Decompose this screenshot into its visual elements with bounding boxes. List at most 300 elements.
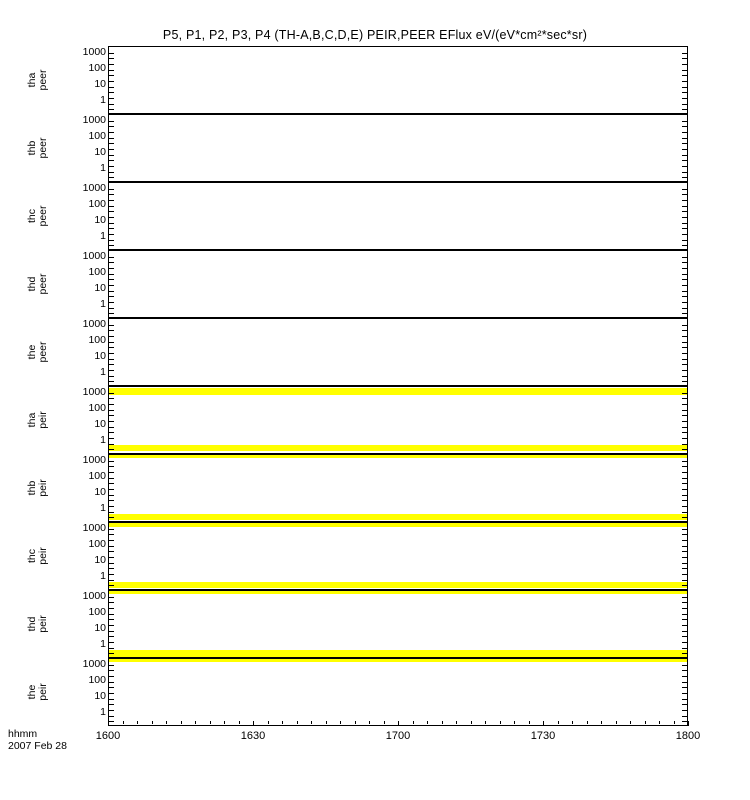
y-tick-mark: [109, 64, 114, 65]
y-tick-mark: [109, 330, 114, 331]
panel-y-label-line1: tha: [26, 412, 38, 428]
y-tick-mark: [682, 70, 687, 71]
y-tick-label: 100: [88, 537, 106, 550]
y-tick-mark: [682, 132, 687, 133]
x-tick-mark: [384, 721, 385, 724]
y-tick-mark: [682, 143, 687, 144]
x-tick-mark: [311, 721, 312, 724]
y-tick-mark: [682, 563, 687, 564]
y-tick-mark: [109, 291, 114, 292]
data-band: [109, 582, 687, 588]
y-tick-mark: [682, 308, 687, 309]
x-tick-mark: [572, 721, 573, 724]
y-tick-mark: [109, 211, 114, 212]
y-tick-mark: [109, 670, 114, 671]
y-tick-mark: [682, 512, 687, 513]
x-tick-mark: [398, 721, 399, 726]
y-tick-mark: [682, 495, 687, 496]
x-tick-mark: [688, 721, 689, 726]
y-tick-mark: [682, 636, 687, 637]
y-tick-mark: [109, 398, 114, 399]
y-tick-mark: [682, 614, 687, 615]
panel-y-label-line1: thb: [26, 480, 38, 496]
y-tick-mark: [109, 149, 114, 150]
y-tick-mark: [109, 438, 114, 439]
y-tick-mark: [109, 546, 114, 547]
y-tick-mark: [682, 682, 687, 683]
x-tick-mark: [282, 721, 283, 724]
y-tick-mark: [109, 347, 114, 348]
y-tick-mark: [682, 534, 687, 535]
panel-y-label-line1: the: [26, 684, 38, 700]
y-tick-mark: [109, 625, 114, 626]
plot-panel: [108, 658, 688, 726]
x-tick-label: 1800: [675, 730, 701, 742]
y-tick-label: 10: [94, 213, 106, 226]
y-tick-mark: [682, 257, 687, 258]
y-tick-mark: [109, 597, 114, 598]
y-tick-mark: [109, 308, 114, 309]
x-tick-mark: [326, 721, 327, 724]
x-tick-mark: [210, 721, 211, 724]
y-tick-mark: [682, 228, 687, 229]
y-tick-mark: [109, 461, 114, 462]
y-tick-label: 1000: [82, 385, 106, 398]
y-tick-mark: [109, 682, 114, 683]
data-band: [109, 445, 687, 451]
y-tick-mark: [682, 506, 687, 507]
x-tick-mark: [674, 721, 675, 724]
y-tick-mark: [109, 87, 114, 88]
y-tick-mark: [682, 342, 687, 343]
y-tick-mark: [682, 529, 687, 530]
panel-y-label-line2: peer: [37, 205, 49, 227]
x-axis-date-label: 2007 Feb 28: [8, 740, 67, 752]
y-tick-labels: [60, 386, 106, 454]
y-tick-mark: [109, 574, 114, 575]
y-tick-mark: [109, 313, 114, 314]
y-tick-mark: [682, 177, 687, 178]
panel-y-label: [27, 181, 49, 251]
plot-panel: [108, 454, 688, 522]
y-tick-mark: [682, 676, 687, 677]
y-tick-mark: [109, 92, 114, 93]
plot-panel: [108, 250, 688, 318]
y-tick-mark: [109, 432, 114, 433]
y-tick-mark: [109, 121, 114, 122]
panel-y-label-line1: tha: [26, 72, 38, 88]
x-tick-mark: [616, 721, 617, 724]
y-tick-mark: [682, 364, 687, 365]
y-tick-mark: [682, 58, 687, 59]
y-tick-mark: [109, 353, 114, 354]
y-tick-mark: [109, 427, 114, 428]
y-tick-label: 1000: [82, 453, 106, 466]
y-tick-mark: [682, 155, 687, 156]
panel-y-label: [27, 453, 49, 523]
y-tick-mark: [109, 500, 114, 501]
x-tick-mark: [543, 721, 544, 726]
y-tick-mark: [682, 217, 687, 218]
y-tick-mark: [109, 704, 114, 705]
y-tick-mark: [682, 325, 687, 326]
x-tick-mark: [340, 721, 341, 724]
chart-title: P5, P1, P2, P3, P4 (TH-A,B,C,D,E) PEIR,PEER EFlux eV/(eV*cm²*sec*sr): [162, 28, 588, 42]
data-band: [109, 591, 687, 594]
y-tick-mark: [682, 597, 687, 598]
panel-y-label-line2: peir: [37, 479, 49, 497]
x-tick-mark: [239, 721, 240, 724]
y-tick-mark: [682, 291, 687, 292]
y-tick-mark: [109, 506, 114, 507]
x-tick-mark: [152, 721, 153, 724]
y-tick-mark: [109, 602, 114, 603]
y-tick-mark: [109, 262, 114, 263]
y-tick-mark: [109, 172, 114, 173]
panel-y-label-line1: thd: [26, 616, 38, 632]
y-tick-mark: [682, 625, 687, 626]
panel-y-label: [27, 113, 49, 183]
panel-y-label-line1: thd: [26, 276, 38, 292]
y-tick-mark: [109, 177, 114, 178]
y-tick-mark: [682, 393, 687, 394]
y-tick-mark: [682, 716, 687, 717]
y-tick-mark: [682, 274, 687, 275]
y-tick-mark: [109, 381, 114, 382]
y-tick-mark: [682, 699, 687, 700]
panel-y-label-line2: peer: [37, 137, 49, 159]
x-tick-mark: [413, 721, 414, 724]
y-tick-mark: [682, 687, 687, 688]
y-tick-label: 1: [100, 501, 106, 514]
y-tick-mark: [109, 228, 114, 229]
y-tick-mark: [109, 676, 114, 677]
y-tick-mark: [682, 602, 687, 603]
y-tick-label: 1: [100, 705, 106, 718]
x-tick-mark: [137, 721, 138, 724]
y-tick-mark: [682, 461, 687, 462]
y-tick-mark: [109, 421, 114, 422]
panel-y-label: [27, 317, 49, 387]
y-tick-mark: [682, 166, 687, 167]
data-band: [109, 523, 687, 527]
panel-y-label: [27, 45, 49, 115]
y-tick-mark: [682, 302, 687, 303]
y-tick-mark: [109, 109, 114, 110]
x-tick-mark: [181, 721, 182, 724]
y-tick-mark: [109, 53, 114, 54]
x-axis-unit-label: hhmm: [8, 728, 38, 740]
y-tick-mark: [109, 512, 114, 513]
x-tick-mark: [369, 721, 370, 724]
y-tick-mark: [682, 574, 687, 575]
panel-y-label: [27, 385, 49, 455]
y-tick-mark: [682, 81, 687, 82]
y-tick-mark: [109, 631, 114, 632]
y-tick-mark: [109, 534, 114, 535]
y-tick-labels: [60, 454, 106, 522]
x-tick-mark: [108, 721, 109, 726]
x-tick-mark: [485, 721, 486, 724]
y-tick-mark: [682, 449, 687, 450]
y-tick-mark: [109, 410, 114, 411]
y-tick-label: 1: [100, 433, 106, 446]
x-tick-mark: [645, 721, 646, 724]
plot-panel: [108, 522, 688, 590]
y-tick-mark: [109, 495, 114, 496]
panel-y-label: [27, 249, 49, 319]
y-tick-label: 1000: [82, 521, 106, 534]
y-tick-mark: [109, 585, 114, 586]
x-tick-label: 1600: [95, 730, 121, 742]
y-tick-mark: [109, 217, 114, 218]
y-tick-mark: [682, 704, 687, 705]
y-tick-label: 1: [100, 229, 106, 242]
y-tick-label: 1000: [82, 181, 106, 194]
y-tick-label: 1: [100, 569, 106, 582]
y-tick-label: 1: [100, 365, 106, 378]
y-tick-mark: [109, 619, 114, 620]
y-tick-labels: [60, 114, 106, 182]
panel-y-label-line2: peer: [37, 341, 49, 363]
y-tick-mark: [109, 285, 114, 286]
y-tick-mark: [109, 234, 114, 235]
y-tick-labels: [60, 522, 106, 590]
y-tick-mark: [682, 665, 687, 666]
y-tick-labels: [60, 182, 106, 250]
y-tick-mark: [109, 223, 114, 224]
y-tick-mark: [109, 614, 114, 615]
x-tick-mark: [587, 721, 588, 724]
y-tick-mark: [109, 699, 114, 700]
y-tick-mark: [109, 126, 114, 127]
y-tick-label: 10: [94, 145, 106, 158]
y-tick-mark: [109, 194, 114, 195]
x-tick-mark: [297, 721, 298, 724]
y-tick-mark: [109, 81, 114, 82]
y-tick-mark: [109, 364, 114, 365]
y-tick-mark: [109, 489, 114, 490]
y-tick-mark: [682, 376, 687, 377]
data-band: [109, 455, 687, 458]
y-tick-mark: [682, 336, 687, 337]
y-tick-label: 1000: [82, 249, 106, 262]
panel-y-label-line2: peir: [37, 547, 49, 565]
y-tick-mark: [682, 296, 687, 297]
y-tick-mark: [682, 121, 687, 122]
plot-panel: [108, 182, 688, 250]
x-tick-label: 1730: [530, 730, 556, 742]
y-tick-mark: [109, 636, 114, 637]
y-tick-label: 1: [100, 637, 106, 650]
y-tick-label: 10: [94, 689, 106, 702]
panel-y-label-line2: peer: [37, 69, 49, 91]
x-tick-mark: [558, 721, 559, 724]
x-tick-mark: [195, 721, 196, 724]
y-tick-mark: [682, 245, 687, 246]
y-tick-mark: [109, 58, 114, 59]
panel-y-label-line1: thb: [26, 140, 38, 156]
y-tick-mark: [109, 98, 114, 99]
y-tick-mark: [682, 189, 687, 190]
y-tick-mark: [682, 648, 687, 649]
y-tick-mark: [682, 370, 687, 371]
y-tick-mark: [109, 393, 114, 394]
y-tick-mark: [682, 557, 687, 558]
y-tick-mark: [682, 381, 687, 382]
y-tick-mark: [682, 104, 687, 105]
y-tick-mark: [682, 415, 687, 416]
y-tick-mark: [682, 64, 687, 65]
y-tick-mark: [682, 200, 687, 201]
y-tick-label: 100: [88, 401, 106, 414]
y-tick-mark: [682, 347, 687, 348]
y-tick-mark: [682, 138, 687, 139]
y-tick-mark: [682, 359, 687, 360]
y-tick-mark: [109, 478, 114, 479]
y-tick-mark: [682, 546, 687, 547]
y-tick-mark: [682, 285, 687, 286]
y-tick-mark: [109, 557, 114, 558]
y-tick-mark: [109, 693, 114, 694]
plot-panel: [108, 386, 688, 454]
y-tick-label: 10: [94, 281, 106, 294]
x-tick-mark: [268, 721, 269, 724]
x-tick-mark: [253, 721, 254, 726]
plot-panel: [108, 46, 688, 114]
y-tick-mark: [682, 206, 687, 207]
y-tick-mark: [682, 438, 687, 439]
x-tick-mark: [601, 721, 602, 724]
y-tick-labels: [60, 590, 106, 658]
y-tick-mark: [109, 716, 114, 717]
y-tick-mark: [109, 376, 114, 377]
y-tick-mark: [682, 432, 687, 433]
y-tick-label: 100: [88, 673, 106, 686]
y-tick-mark: [109, 160, 114, 161]
y-tick-mark: [682, 87, 687, 88]
y-tick-mark: [682, 92, 687, 93]
data-band: [109, 650, 687, 657]
y-tick-label: 100: [88, 265, 106, 278]
y-tick-mark: [109, 189, 114, 190]
y-tick-mark: [109, 665, 114, 666]
y-tick-labels: [60, 46, 106, 114]
y-tick-mark: [682, 483, 687, 484]
y-tick-mark: [109, 648, 114, 649]
y-tick-mark: [682, 466, 687, 467]
y-tick-mark: [109, 642, 114, 643]
y-tick-mark: [109, 104, 114, 105]
panel-y-label-line2: peir: [37, 615, 49, 633]
panel-y-label: [27, 521, 49, 591]
panel-y-label-line1: the: [26, 344, 38, 360]
x-tick-mark: [224, 721, 225, 724]
y-tick-mark: [109, 608, 114, 609]
y-tick-label: 1000: [82, 589, 106, 602]
y-tick-mark: [109, 563, 114, 564]
y-tick-mark: [682, 619, 687, 620]
x-tick-mark: [659, 721, 660, 724]
y-tick-mark: [682, 551, 687, 552]
y-tick-mark: [682, 472, 687, 473]
y-tick-mark: [682, 126, 687, 127]
y-tick-mark: [682, 670, 687, 671]
y-tick-mark: [109, 75, 114, 76]
y-tick-label: 1000: [82, 317, 106, 330]
y-tick-mark: [682, 268, 687, 269]
y-tick-mark: [109, 336, 114, 337]
y-tick-mark: [682, 330, 687, 331]
y-tick-mark: [109, 296, 114, 297]
y-tick-mark: [109, 483, 114, 484]
y-tick-mark: [682, 478, 687, 479]
x-tick-mark: [456, 721, 457, 724]
y-tick-mark: [682, 149, 687, 150]
y-tick-mark: [109, 279, 114, 280]
x-tick-mark: [514, 721, 515, 724]
y-tick-mark: [109, 257, 114, 258]
y-tick-mark: [682, 279, 687, 280]
panel-y-label: [27, 657, 49, 727]
y-tick-mark: [682, 194, 687, 195]
panel-y-label-line2: peir: [37, 683, 49, 701]
y-tick-label: 10: [94, 621, 106, 634]
y-tick-mark: [682, 410, 687, 411]
y-tick-mark: [682, 517, 687, 518]
y-tick-labels: [60, 250, 106, 318]
y-tick-mark: [682, 710, 687, 711]
y-tick-mark: [682, 172, 687, 173]
y-tick-label: 100: [88, 469, 106, 482]
y-tick-mark: [109, 449, 114, 450]
y-tick-mark: [682, 223, 687, 224]
y-tick-label: 10: [94, 417, 106, 430]
y-tick-mark: [682, 98, 687, 99]
y-tick-mark: [682, 444, 687, 445]
y-tick-mark: [682, 234, 687, 235]
panel-y-label: [27, 589, 49, 659]
y-tick-mark: [682, 580, 687, 581]
y-tick-mark: [109, 568, 114, 569]
y-tick-mark: [109, 517, 114, 518]
x-tick-mark: [355, 721, 356, 724]
y-tick-mark: [109, 155, 114, 156]
y-tick-mark: [109, 132, 114, 133]
data-band: [109, 659, 687, 662]
y-tick-label: 10: [94, 349, 106, 362]
y-tick-mark: [109, 245, 114, 246]
y-tick-mark: [682, 240, 687, 241]
y-tick-mark: [682, 404, 687, 405]
panel-y-label-line1: thc: [26, 209, 38, 224]
y-tick-mark: [682, 75, 687, 76]
y-tick-labels: [60, 658, 106, 726]
y-tick-mark: [109, 342, 114, 343]
y-tick-mark: [109, 472, 114, 473]
y-tick-label: 100: [88, 333, 106, 346]
y-tick-mark: [109, 710, 114, 711]
y-tick-label: 100: [88, 605, 106, 618]
y-tick-label: 100: [88, 129, 106, 142]
x-tick-mark: [471, 721, 472, 724]
data-band: [109, 388, 687, 395]
x-axis-caption: [8, 728, 67, 752]
y-tick-mark: [682, 398, 687, 399]
data-band: [109, 514, 687, 521]
y-tick-mark: [109, 551, 114, 552]
panel-y-label-line1: thc: [26, 549, 38, 564]
